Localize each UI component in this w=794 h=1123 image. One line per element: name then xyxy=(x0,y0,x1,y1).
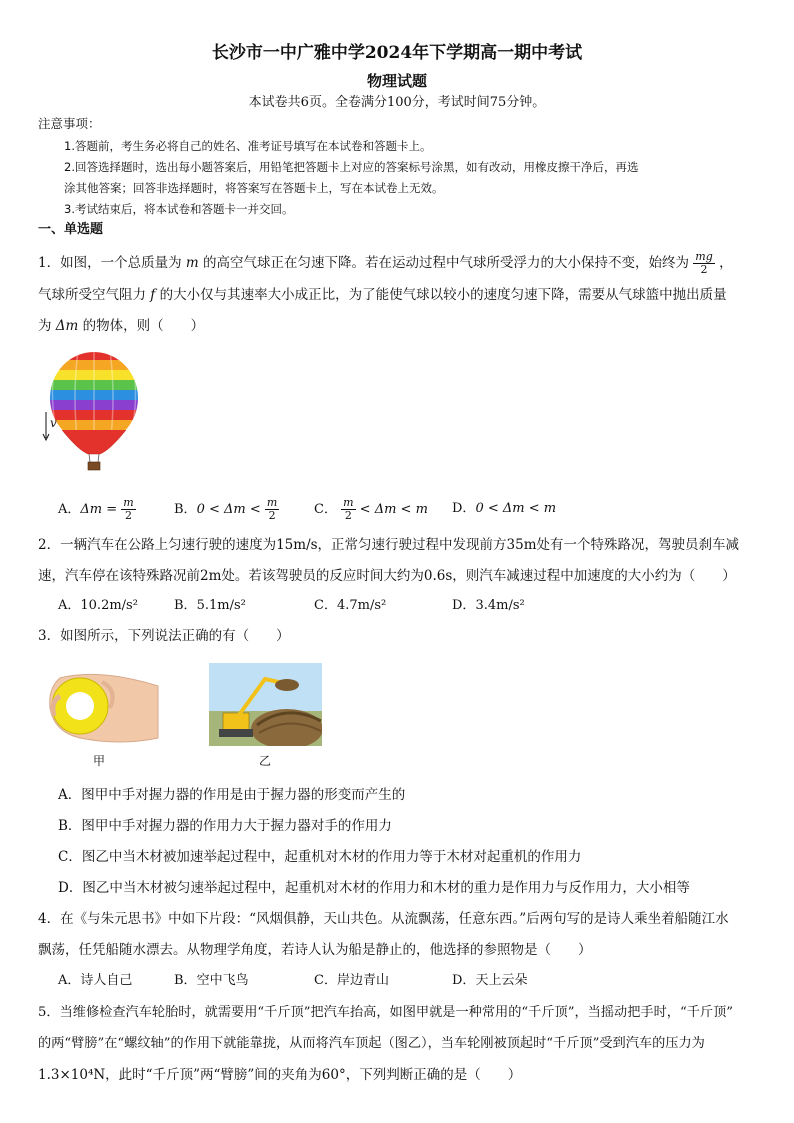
notice-item: 3.考试结束后，将本试卷和答题卡一并交回。 xyxy=(64,202,294,216)
hand-grip-image xyxy=(40,668,162,746)
crane-lifting-timber-image xyxy=(209,663,322,746)
q4-line2: 飘荡，任凭船随水漂去。从物理学角度，若诗人认为船是静止的，他选择的参照物是（ ） xyxy=(38,942,592,958)
q1-line3: 为 Δm 的物体，则（ ） xyxy=(38,318,205,334)
q5-line1: 5．当维修检查汽车轮胎时，就需要用“千斤顶”把汽车抬高，如图甲就是一种常用的“千斤顶”，当摇动把手时，“千斤顶” xyxy=(38,1005,734,1020)
q4-option-d: D．天上云朵 xyxy=(452,973,528,988)
notice-heading: 注意事项： xyxy=(38,116,101,131)
q5-line3: 1.3×10⁴N，此时“千斤顶”两“臂膀”间的夹角为60°，下列判断正确的是（ ） xyxy=(38,1067,522,1083)
q2-line2: 速，汽车停在该特殊路况前2m处。若该驾驶员的反应时间大约为0.6s，则汽车减速过程中加速度的大小约为（ ） xyxy=(38,568,736,584)
exam-meta: 本试卷共6页。全卷满分100分，考试时间75分钟。 xyxy=(248,95,546,110)
q3-option-a: A．图甲中手对握力器的作用是由于握力器的形变而产生的 xyxy=(58,787,406,803)
hot-air-balloon-image xyxy=(38,350,148,475)
q5-line2: 的两“臂膀”在“螺纹轴”的作用下就能靠拢，从而将汽车顶起（图乙），当车轮刚被顶起时“千斤顶”受到汽车的压力为 xyxy=(38,1036,705,1051)
q3-line1: 3．如图所示，下列说法正确的有（ ） xyxy=(38,628,290,644)
velocity-label: v xyxy=(50,416,57,430)
exam-subtitle: 物理试题 xyxy=(366,72,427,90)
exam-title: 长沙市一中广雅中学2024年下学期高一期中考试 xyxy=(211,43,583,63)
q2-option-d: D．3.4m/s² xyxy=(452,598,525,613)
notice-item: 2.回答选择题时，选出每小题答案后，用铅笔把答题卡上对应的答案标号涂黑，如有改动，用橡皮擦干净后，再选 xyxy=(64,160,639,174)
q3-option-c: C．图乙中当木材被加速举起过程中，起重机对木材的作用力等于木材对起重机的作用力 xyxy=(58,849,582,865)
q2-option-b: B．5.1m/s² xyxy=(174,598,246,613)
q1-line2: 气球所受空气阻力 f 的大小仅与其速率大小成正比，为了能使气球以较小的速度匀速下降，需要从气球篮中抛出质量 xyxy=(38,287,727,303)
fraction: $\frac{mg}{2}$ xyxy=(695,250,713,276)
q1-option-a: A．Δm = $\frac{m}{2}$ xyxy=(58,496,134,522)
section-heading: 一、单选题 xyxy=(38,222,104,237)
q2-option-c: C．4.7m/s² xyxy=(314,598,387,613)
figure-caption-a: 甲 xyxy=(93,754,106,768)
notice-item: 涂其他答案；回答非选择题时，将答案写在答题卡上，写在本试卷上无效。 xyxy=(64,181,444,195)
notice-item: 1.答题前，考生务必将自己的姓名、准考证号填写在本试卷和答题卡上。 xyxy=(64,139,432,153)
q4-option-b: B．空中飞鸟 xyxy=(174,973,249,988)
q1-line1: 1．如图，一个总质量为 m 的高空气球正在匀速下降。若在运动过程中气球所受浮力的大小保持不变，始终为 $\frac{mg}{2}$ ， xyxy=(38,250,733,276)
q4-option-c: C．岸边青山 xyxy=(314,973,389,988)
q1-option-d: D．0 < Δm < m xyxy=(452,501,557,516)
q3-option-b: B．图甲中手对握力器的作用力大于握力器对手的作用力 xyxy=(58,818,392,834)
figure-caption-b: 乙 xyxy=(259,754,272,768)
q1-option-b: B．0 < Δm < $\frac{m}{2}$ xyxy=(174,496,278,522)
q4-line1: 4．在《与朱元思书》中如下片段：“风烟俱静，天山共色。从流飘荡，任意东西。”后两句写的是诗人乘坐着船随江水 xyxy=(38,911,729,927)
q3-option-d: D．图乙中当木材被匀速举起过程中，起重机对木材的作用力和木材的重力是作用力与反作用力，大小相等 xyxy=(58,880,690,896)
q4-option-a: A．诗人自己 xyxy=(58,973,133,988)
q2-option-a: A．10.2m/s² xyxy=(58,598,138,613)
q2-line1: 2．一辆汽车在公路上匀速行驶的速度为15m/s，正常匀速行驶过程中发现前方35m处有一个特殊路况，驾驶员刹车减 xyxy=(38,537,740,553)
q1-option-c: C． $\frac{m}{2}$ < Δm < m xyxy=(314,496,428,522)
